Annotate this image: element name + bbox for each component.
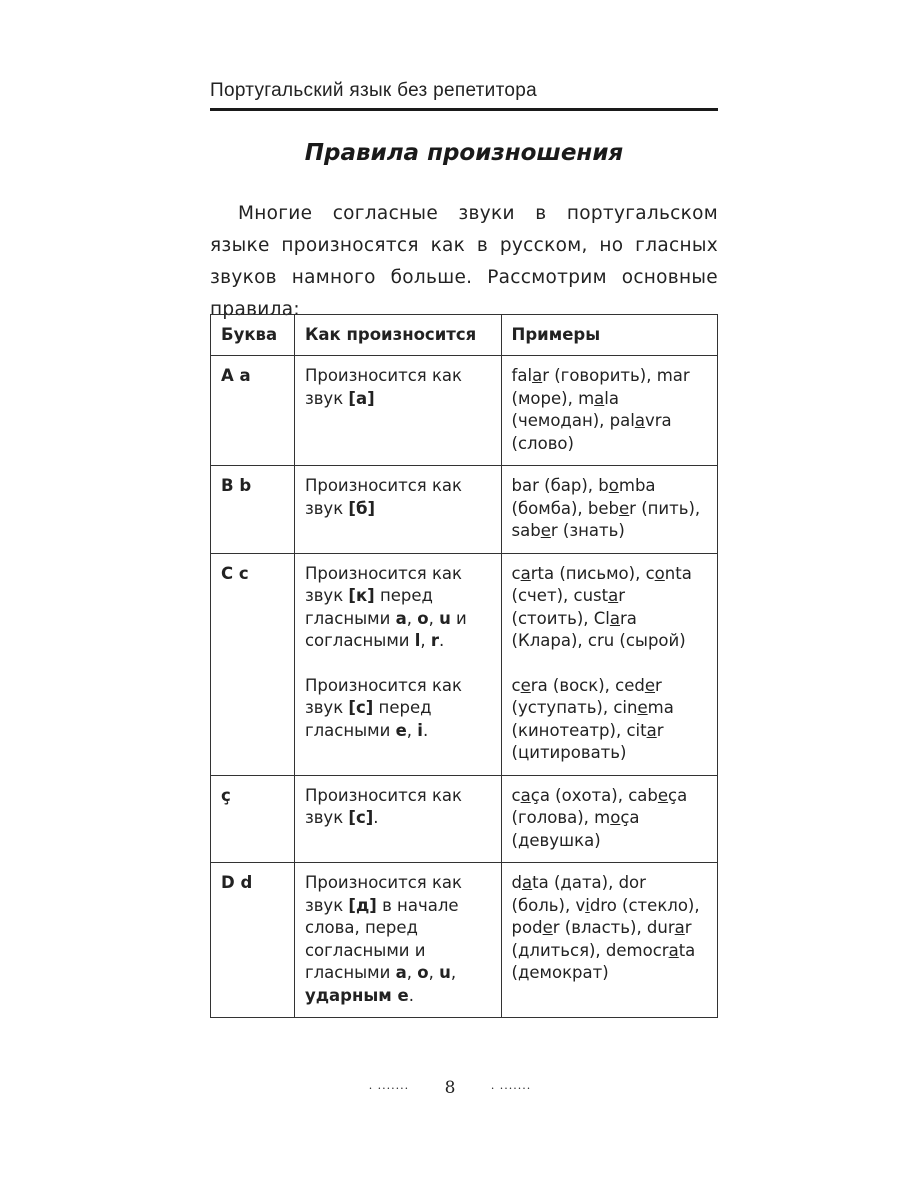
emphasis-text: a	[395, 608, 407, 628]
pronunciation-table	[210, 314, 718, 1018]
rule-text: Произносится как звук [к] перед гласными a, o, u и согласными l, r.	[304, 563, 467, 650]
emphasis-text: i	[417, 720, 423, 740]
stressed-vowel: e	[520, 675, 531, 695]
emphasis-text: u	[439, 963, 451, 982]
header-rule	[210, 108, 718, 111]
emphasis-text: l	[414, 631, 421, 650]
emphasis-text: o	[417, 963, 429, 982]
stressed-vowel: a	[634, 411, 645, 430]
stressed-vowel: e	[637, 698, 648, 717]
emphasis-text: [б]	[348, 498, 376, 518]
stressed-vowel: a	[646, 720, 657, 740]
stressed-vowel: a	[609, 608, 620, 628]
emphasis-text: [с]	[348, 808, 374, 827]
header-pronunciation: Как произносится	[294, 315, 501, 356]
footer-ornament-left: · ·······	[368, 1082, 410, 1095]
examples-text: carta (письмо), conta (счет), custar (стоить), Clara (Клара), cru (сырой)	[511, 563, 692, 650]
table-row	[211, 466, 718, 554]
stressed-vowel: e	[540, 521, 551, 540]
emphasis-text: u	[439, 608, 451, 628]
stressed-vowel: a	[608, 586, 619, 605]
stressed-vowel: e	[644, 675, 655, 695]
stressed-vowel: a	[532, 366, 543, 385]
emphasis-text: r	[430, 631, 440, 650]
rule-text: Произносится как звук [б]	[304, 476, 462, 518]
examples-text: falar (говорить), mar (море), mala (чемодан), palavra (слово)	[511, 366, 690, 453]
rule-text: Произносится как звук [с].	[304, 785, 462, 827]
rule-cell	[294, 863, 501, 1018]
emphasis-text: o	[417, 608, 429, 628]
stressed-vowel: o	[610, 808, 621, 827]
emphasis-text: [с]	[348, 698, 374, 717]
rule-text: Произносится как звук [д] в начале слова, перед согласными и гласными a, o, u, ударным e.	[304, 873, 462, 1005]
stressed-vowel: a	[668, 940, 679, 960]
emphasis-text: [к]	[348, 586, 375, 605]
stressed-vowel: a	[520, 785, 531, 805]
rule-cell	[294, 775, 501, 863]
examples-cell	[501, 775, 717, 863]
emphasis-text: ударным e	[304, 985, 409, 1005]
letter-cell: A a	[211, 356, 295, 466]
header-examples: Примеры	[501, 315, 717, 356]
letter-cell: D d	[211, 863, 295, 1018]
stressed-vowel: a	[520, 563, 531, 583]
examples-text: bar (бар), bomba (бомба), beber (пить), saber (знать)	[511, 476, 701, 540]
examples-cell	[501, 356, 717, 466]
examples-cell	[501, 466, 717, 554]
examples-text: data (дата), dor (боль), vidro (стекло), poder (власть), durar (длиться), democrata (демократ)	[511, 873, 700, 982]
stressed-vowel: e	[619, 498, 630, 518]
letter-cell: C c	[211, 553, 295, 775]
rule-cell	[294, 553, 501, 775]
table-row	[211, 863, 718, 1018]
stressed-vowel: a	[674, 918, 685, 937]
examples-cell	[501, 553, 717, 775]
stressed-vowel: o	[608, 476, 619, 495]
stressed-vowel: e	[657, 785, 669, 805]
rule-cell	[294, 466, 501, 554]
table-row	[211, 553, 718, 775]
rule-cell	[294, 356, 501, 466]
table-header-row	[211, 315, 718, 356]
emphasis-text: e	[395, 720, 407, 740]
emphasis-text: [д]	[348, 895, 377, 915]
running-head: Португальский язык без репетитора	[210, 80, 537, 101]
page-footer	[0, 1078, 900, 1098]
stressed-vowel: o	[654, 563, 665, 583]
rule-text-second: Произносится как звук [с] перед гласными e, i.	[304, 675, 462, 740]
stressed-vowel: i	[585, 895, 590, 915]
rule-text: Произносится как звук [а]	[304, 366, 462, 408]
table-row	[211, 356, 718, 466]
stressed-vowel: a	[594, 388, 605, 408]
intro-paragraph: Многие согласные звуки в португальском языке произносятся как в русском, но гласных звуков намного больше. Рассмотрим основные правила:	[210, 203, 718, 320]
letter-cell: ç	[211, 775, 295, 863]
stressed-vowel: e	[542, 918, 553, 937]
emphasis-text: [а]	[348, 388, 375, 408]
examples-cell	[501, 863, 717, 1018]
header-letter: Буква	[211, 315, 295, 356]
footer-ornament-right: · ·······	[490, 1082, 532, 1095]
examples-text-second: cera (воск), ceder (уступать), cinema (кинотеатр), citar (цитировать)	[511, 675, 674, 762]
examples-text: caça (охота), cabeça (голова), moça (девушка)	[511, 785, 688, 850]
letter-cell: B b	[211, 466, 295, 554]
emphasis-text: a	[395, 963, 407, 982]
table-row	[211, 775, 718, 863]
page-title: Правила произношения	[304, 140, 624, 166]
stressed-vowel: a	[522, 873, 533, 892]
page-number: 8	[444, 1078, 456, 1098]
